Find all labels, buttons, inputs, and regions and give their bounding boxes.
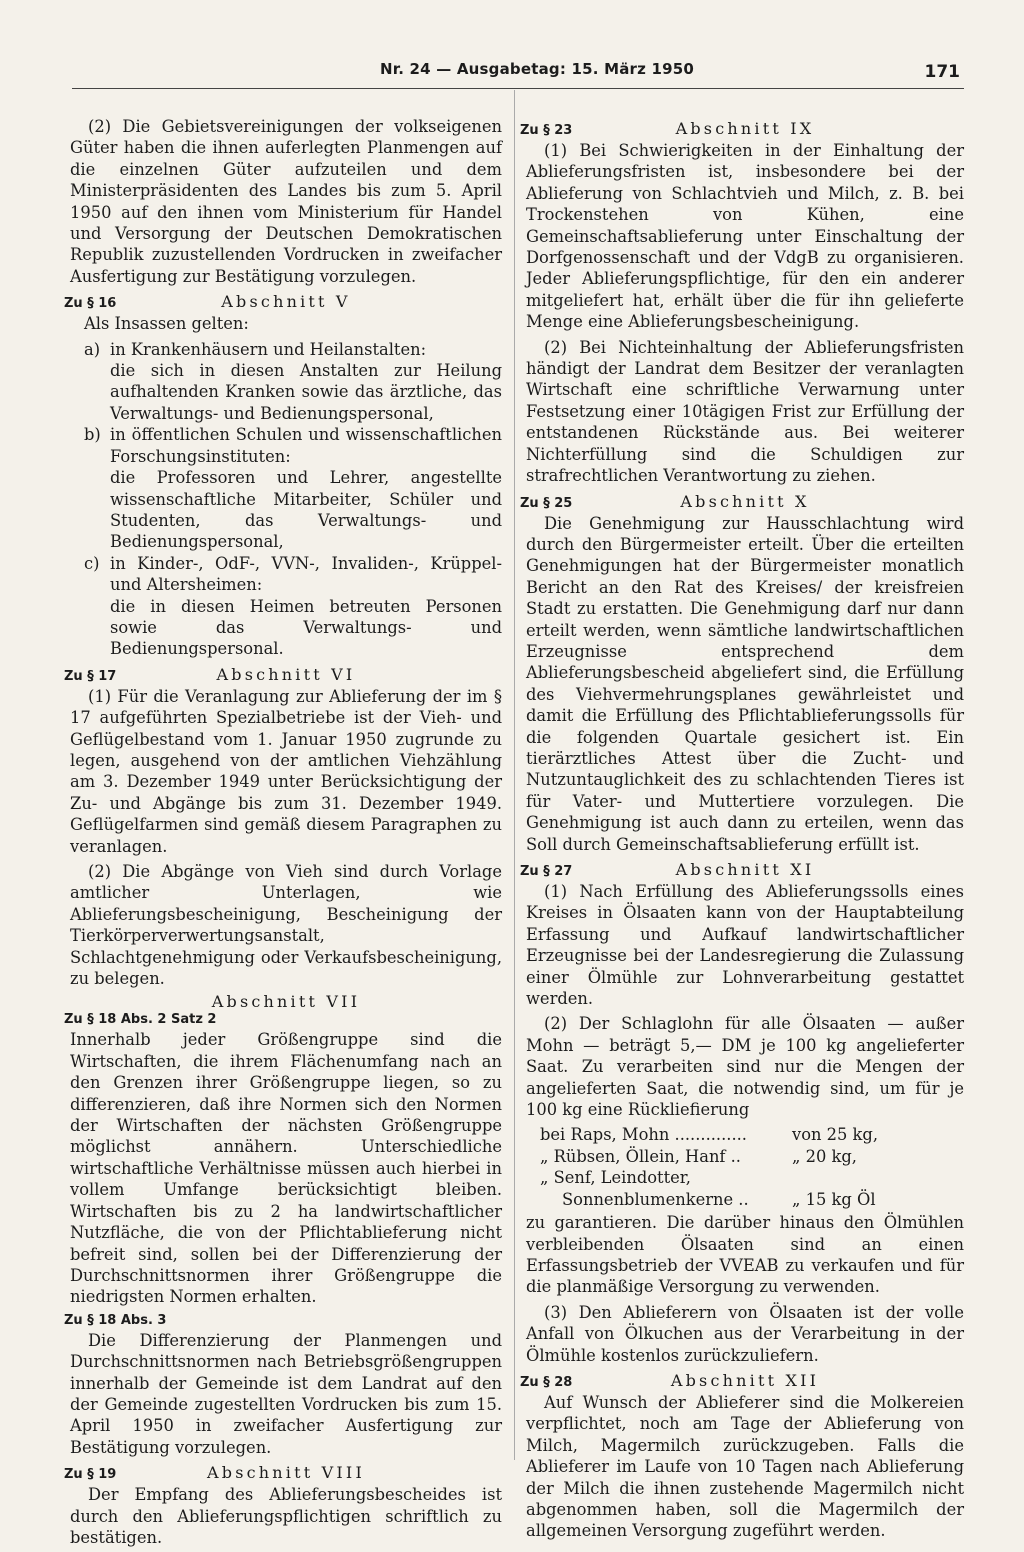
rate-value: „ 20 kg,: [792, 1146, 857, 1166]
list-item-head: in öffentlichen Schulen und wissenschaftlichen Forschungsinstituten:: [110, 425, 502, 466]
list-marker: b): [84, 425, 101, 445]
page-header: [0, 60, 1024, 88]
paragraph: Die Genehmigung zur Hausschlachtung wird durch den Bürgermeister erteilt. Über die erteilten Genehmigungen hat der Bürgermeister monatlich Bericht an den Rat des Kreises/ der kreisfreien Stadt zu erstatten. Die Genehmigung darf nur dann erteilt werden, wenn sämtliche landwirtschaftlichen Erzeugnisse entsprechend dem Ablieferungsbescheid abgeliefert sind, die Erfüllung des Viehvermehrungsplanes gewährleistet und damit die Erfüllung des Pflichtablieferungssolls für die folgenden Quartale gesichert ist. Ein tierärztliches Attest über die Zucht- und Nutzuntauglichkeit des zu schlachtenden Tieres ist für Vater- und Muttertiere vorzulegen. Die Genehmigung ist auch dann zu erteilen, wenn das Soll durch Gemeinschaftsablieferung erfüllt ist.: [526, 513, 964, 854]
section-reference: Zu § 17: [64, 668, 117, 684]
section-title: Abschnitt VI: [216, 664, 356, 684]
section-title: Abschnitt IX: [675, 119, 815, 138]
list-item: [70, 339, 502, 425]
list-item: [70, 553, 502, 660]
list-item-head: in Krankenhäusern und Heilanstalten:: [110, 339, 427, 359]
section-heading-ix: [520, 118, 964, 140]
rate-label: Sonnenblumenkerne ..: [562, 1189, 749, 1209]
rate-label: bei Raps, Mohn ..............: [540, 1125, 747, 1145]
section-title: Abschnitt V: [221, 292, 351, 312]
section-reference: Zu § 18 Abs. 2 Satz 2: [64, 1012, 217, 1028]
section-reference: Zu § 27: [520, 864, 573, 879]
section-title: Abschnitt XII: [670, 1370, 820, 1390]
list-item: [70, 424, 502, 552]
section-reference: Zu § 25: [520, 495, 573, 511]
rate-row: [526, 1124, 964, 1145]
paragraph: zu garantieren. Die darüber hinaus den Ölmühlen verbleibenden Ölsaaten sind an einen Erfassungsbetrieb der VVEAB zu verkaufen und für die planmäßige Versorgung zu verwenden.: [526, 1213, 964, 1297]
paragraph: (1) Bei Schwierigkeiten in der Einhaltung der Ablieferungsfristen ist, insbesondere bei der Ablieferung von Schlachtvieh und Milch, z. B. bei Trockenstehen von Kühen, eine Gemeinschaftsablieferung unter Einschaltung der Dorfgenossenschaft und der VdgB zu organisieren. Jeder Ablieferungspflichtige, für den ein anderer mitgeliefert hat, erhält über die für ihn gelieferte Menge eine Ablieferungsbescheinigung.: [526, 141, 964, 332]
section-heading-xii: [520, 1370, 964, 1392]
list-item-head: in Kinder-, OdF-, VVN-, Invaliden-, Krüppel- und Altersheimen:: [110, 553, 502, 595]
list-item-body: die Professoren und Lehrer, angestellte wissenschaftliche Mitarbeiter, Schüler und Studenten, das Verwaltungs- und Bedienungspersonal,: [110, 468, 502, 552]
section-title: Abschnitt X: [680, 491, 810, 511]
insassen-list: [70, 339, 502, 660]
paragraph: (3) Den Ablieferern von Ölsaaten ist der volle Anfall von Ölkuchen aus der Verarbeitung in der Ölmühle kostenlos zurückzuliefern.: [526, 1302, 964, 1365]
section-heading-x: [520, 491, 964, 513]
issue-line: Nr. 24 — Ausgabetag: 15. März 1950: [380, 60, 695, 78]
paragraph-intro: (2) Die Gebietsvereinigungen der volkseigenen Güter haben die ihnen auferlegten Planmengen auf die einzelnen Güter aufzuteilen und dem Ministerpräsidenten des Landes bis zum 5. April 1950 auf den ihnen vom Ministerium für Handel und Versorgung der Deutschen Demokratischen Republik zuzustellenden Vordrucken in zweifacher Ausfertigung zur Bestätigung vorzulegen.: [70, 117, 502, 286]
paragraph: (1) Nach Erfüllung des Ablieferungssolls eines Kreises in Ölsaaten kann von der Hauptabteilung Erfassung und Aufkauf landwirtschaftlicher Erzeugnisse bei der Landesregierung die Zulassung einer Ölmühle zur Lohnverarbeitung gestattet werden.: [526, 882, 964, 1009]
section-heading-xi: [520, 859, 964, 881]
rate-label: „ Senf, Leindotter,: [540, 1168, 691, 1188]
paragraph: Der Empfang des Ablieferungsbescheides ist durch den Ablieferungspflichtigen schriftlich zu bestätigen.: [70, 1485, 502, 1547]
section-reference: Zu § 19: [64, 1467, 117, 1483]
section-reference: Zu § 16: [64, 296, 117, 312]
header-rule: [72, 88, 964, 89]
paragraph: (2) Bei Nichteinhaltung der Ablieferungsfristen händigt der Landrat dem Besitzer der veranlagten Wirtschaft eine schriftliche Verwarnung unter Festsetzung einer 10tägigen Frist zur Erfüllung der entstandenen Rückstände aus. Bei weiterer Nichterfüllung sind die Schuldigen zur strafrechtlichen Verantwortung zu ziehen.: [526, 337, 964, 486]
section-heading-vi: [64, 664, 502, 686]
list-marker: c): [84, 553, 100, 573]
paragraph: (2) Die Abgänge von Vieh sind durch Vorlage amtlicher Unterlagen, wie Ablieferungsbescheinigung, Bescheinigung der Tierkörperverwertungsanstalt, Schlachtgenehmigung oder Verkaufsbescheinigung, zu belegen.: [70, 862, 502, 989]
list-item-body: die sich in diesen Anstalten zur Heilung aufhaltenden Kranken sowie das ärztliche, das Verwaltungs- und Bedienungspersonal,: [110, 361, 502, 423]
rate-value: von 25 kg,: [792, 1125, 879, 1145]
section-heading-v: [64, 291, 502, 313]
rate-label: „ Rübsen, Öllein, Hanf ..: [540, 1146, 741, 1166]
paragraph-lead: Als Insassen gelten:: [84, 314, 249, 334]
paragraph: (2) Der Schlaglohn für alle Ölsaaten — außer Mohn — beträgt 5,— DM je 100 kg angelieferter Saat. Zu verarbeiten sind nur die Mengen der angelieferten Saat, die notwendig sind, um für je 100 kg eine Rückliefierung: [526, 1014, 964, 1120]
column-divider: [514, 90, 515, 1460]
right-column: [520, 116, 964, 1546]
section-title: Abschnitt VIII: [207, 1463, 365, 1483]
paragraph: Innerhalb jeder Größengruppe sind die Wirtschaften, die ihrem Flächenumfang nach an den Grenzen ihrer Größengruppe liegen, so zu differenzieren, daß ihre Normen sich den Normen der Wirtschaften der nächsten Größengruppe möglichst annähern. Unterschiedliche wirtschaftliche Verhältnisse müssen auch hierbei in vollem Umfange berücksichtigt bleiben. Wirtschaften bis zu 2 ha landwirtschaftlicher Nutzfläche, die von der Pflichtablieferung nicht befreit sind, sollen bei der Differenzierung der Durchschnittsnormen ihrer Größengruppe die niedrigsten Normen erhalten.: [70, 1030, 502, 1307]
section-heading-viii: [64, 1462, 502, 1484]
rate-row: [526, 1146, 964, 1167]
rate-table: [526, 1124, 964, 1210]
rate-row: [526, 1167, 964, 1188]
paragraph: (1) Für die Veranlagung zur Ablieferung der im § 17 aufgeführten Spezialbetriebe ist der Vieh- und Geflügelbestand vom 1. Januar 1950 zugrunde zu legen, ausgehend von der amtlichen Viehzählung am 3. Dezember 1949 unter Berücksichtigung der Zu- und Abgänge bis zum 31. Dezember 1949. Geflügelfarmen sind gemäß diesem Paragraphen zu veranlagen.: [70, 686, 502, 856]
section-reference: Zu § 18 Abs. 3: [64, 1312, 167, 1328]
rate-row: [526, 1189, 964, 1210]
section-title: Abschnitt XI: [675, 860, 815, 879]
list-item-body: die in diesen Heimen betreuten Personen sowie das Verwaltungs- und Bedienungspersonal.: [110, 596, 502, 659]
list-marker: a): [84, 339, 101, 359]
left-column: [64, 116, 502, 1552]
paragraph: Auf Wunsch der Ablieferer sind die Molkereien verpflichtet, noch am Tage der Ablieferung von Milch, Magermilch zurückzugeben. Falls die Ablieferer im Laufe von 10 Tagen nach Ablieferung der Milch die ihnen zustehende Magermilch nicht abgenommen haben, soll die Magermilch der allgemeinen Versorgung zugeführt werden.: [526, 1392, 964, 1541]
section-reference: Zu § 28: [520, 1374, 573, 1390]
section-reference: Zu § 23: [520, 123, 573, 138]
rate-value: „ 15 kg Öl: [792, 1189, 876, 1209]
page-number: 171: [924, 62, 960, 82]
paragraph: Die Differenzierung der Planmengen und Durchschnittsnormen nach Betriebsgrößengruppen innerhalb der Gemeinde ist dem Landrat auf den der Gemeinde zugestellten Vordrucken bis zum 15. April 1950 in zweifacher Ausfertigung zur Bestätigung vorzulegen.: [70, 1330, 502, 1457]
rate-value: [792, 1167, 964, 1188]
section-title-vii: Abschnitt VII: [211, 992, 361, 1012]
